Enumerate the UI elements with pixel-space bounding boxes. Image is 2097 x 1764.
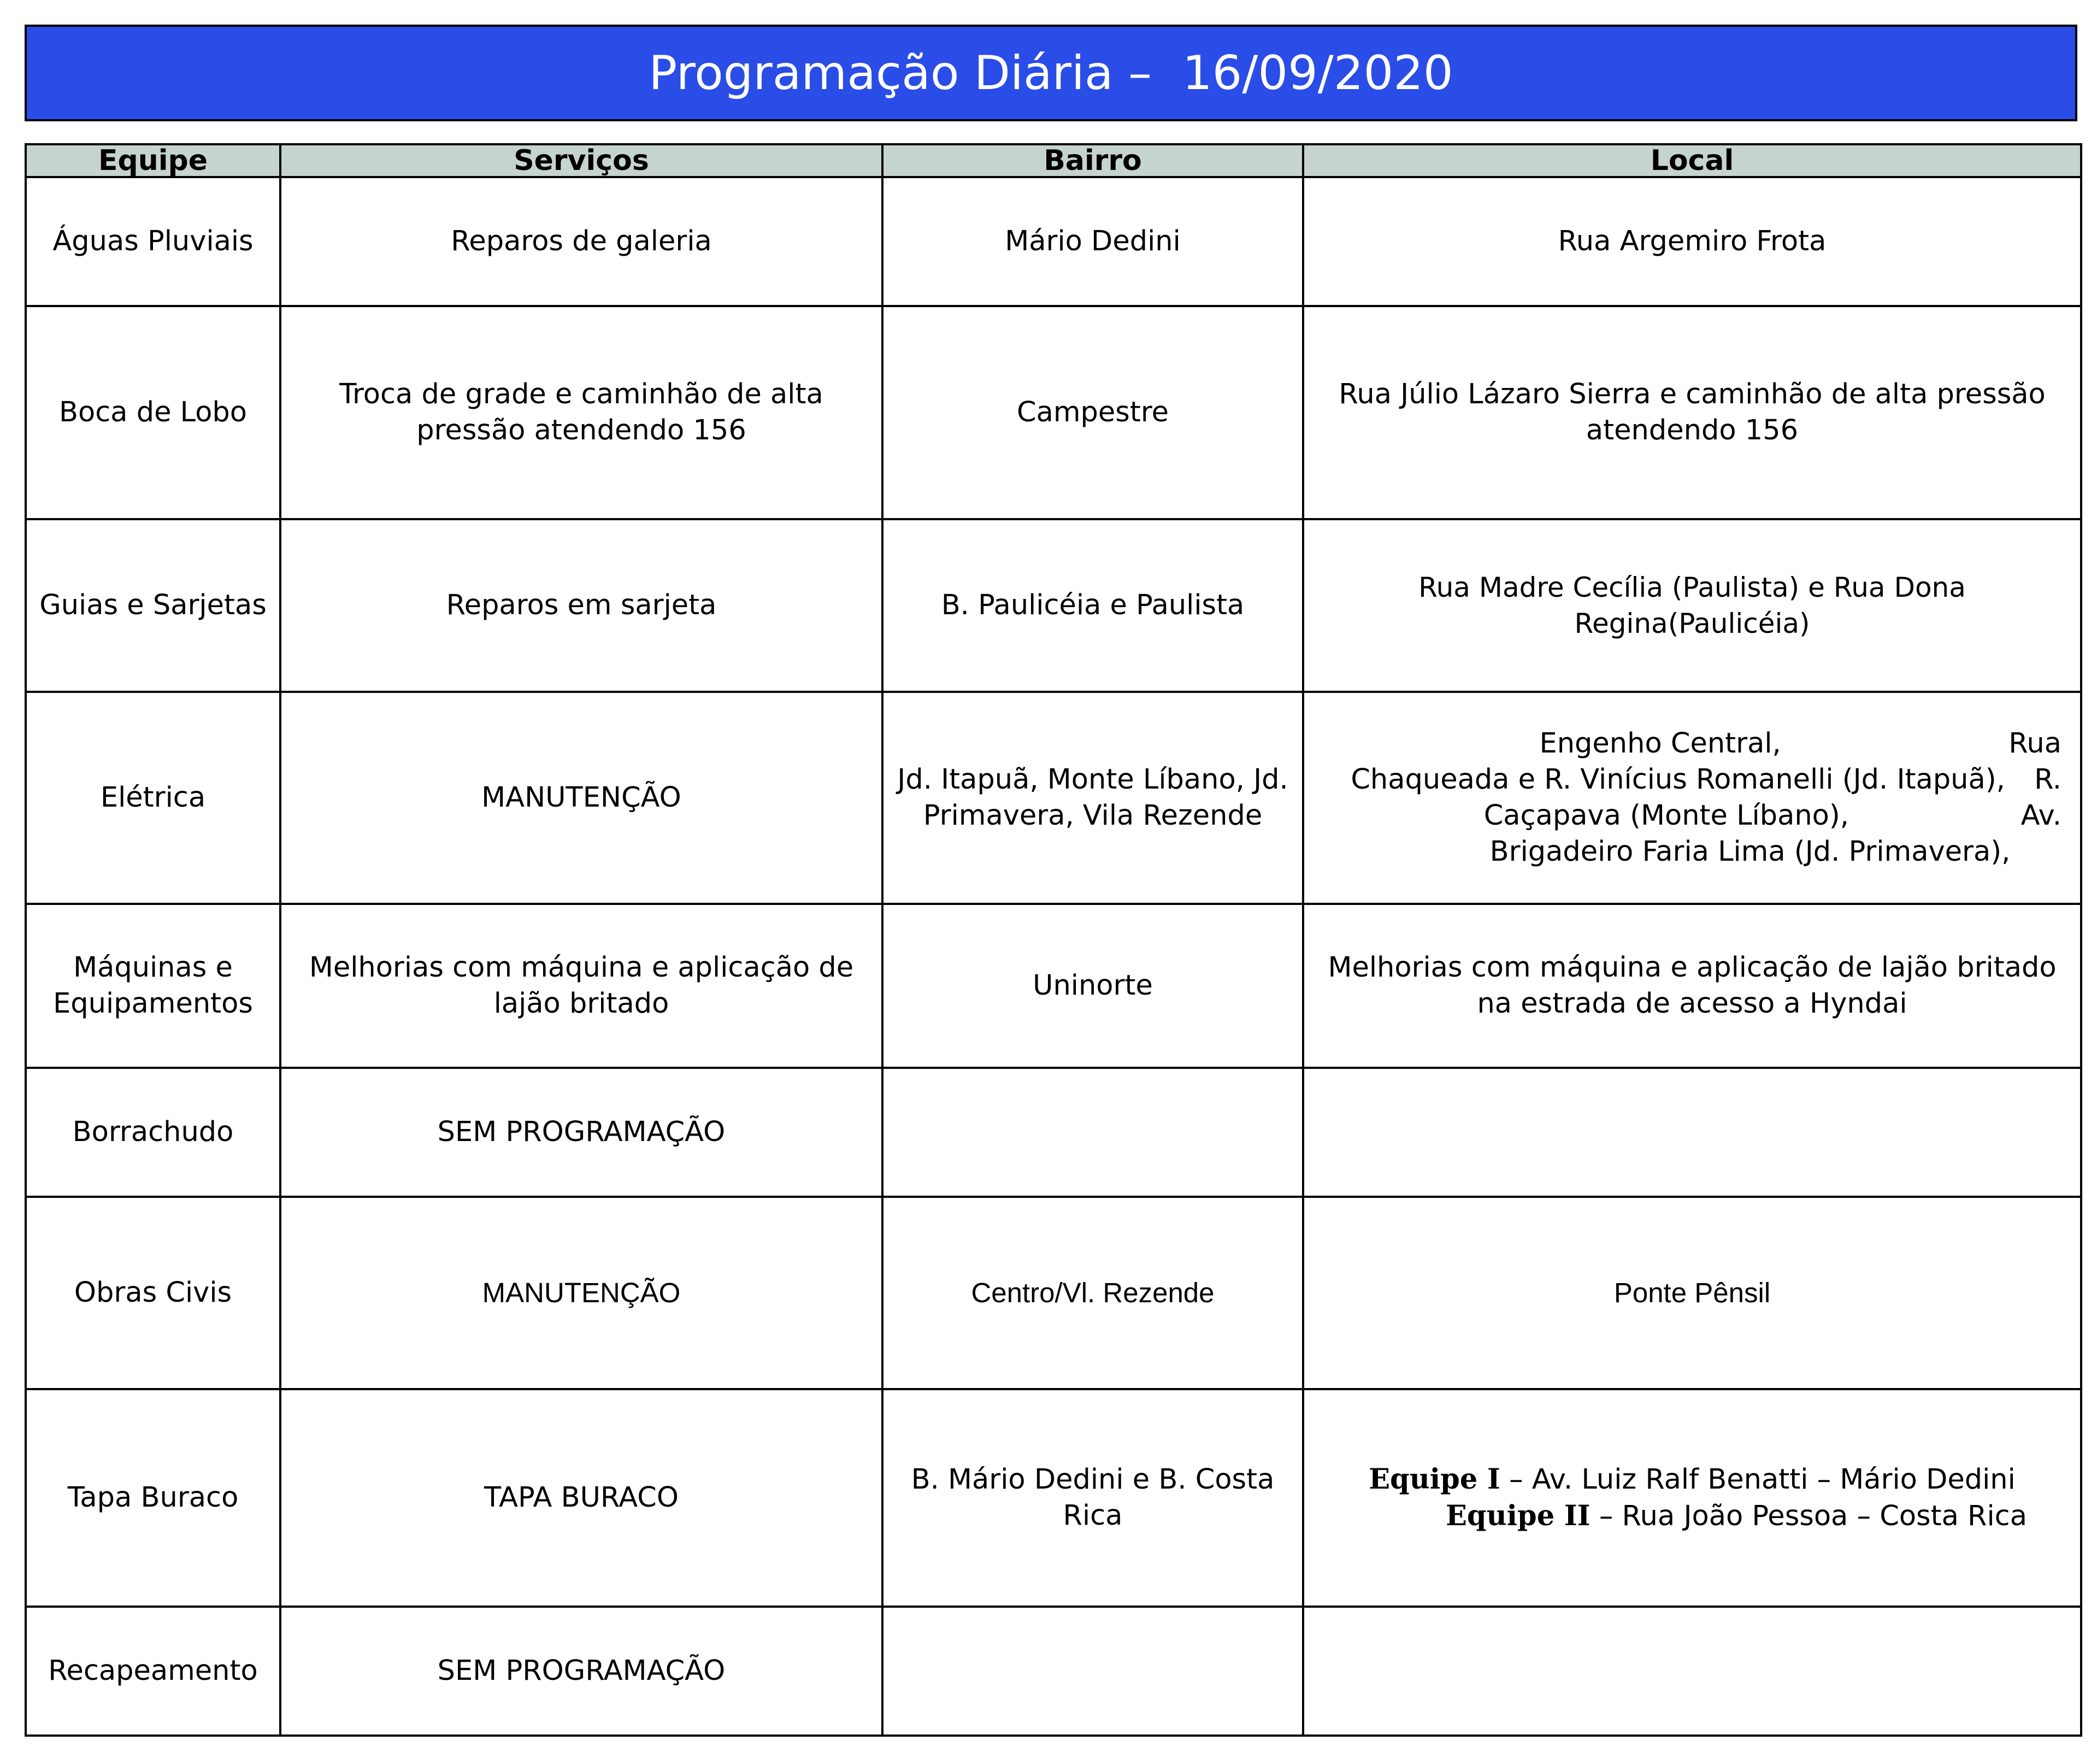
header-equipe: Equipe [26, 144, 280, 177]
local-line-text: Engenho Central, [1539, 727, 1781, 760]
cell-local [1303, 1607, 2081, 1736]
local-line-text: Chaqueada e R. Vinícius Romanelli (Jd. Itapuã), [1351, 763, 2005, 796]
local-line-right: Av. [2021, 799, 2061, 832]
cell-equipe: Obras Civis [26, 1197, 280, 1389]
local-line [1312, 762, 2072, 798]
cell-local [1303, 1389, 2081, 1607]
cell-bairro: Centro/Vl. Rezende [882, 1197, 1303, 1389]
cell-servicos: Troca de grade e caminhão de alta pressão atendendo 156 [280, 306, 882, 519]
cell-equipe: Borrachudo [26, 1068, 280, 1197]
cell-equipe: Tapa Buraco [26, 1389, 280, 1607]
table-row [26, 1607, 2081, 1736]
cell-servicos: SEM PROGRAMAÇÃO [280, 1068, 882, 1197]
cell-bairro [882, 1607, 1303, 1736]
table-row [26, 306, 2081, 519]
title-date: 16/09/2020 [1182, 45, 1453, 101]
header-local: Local [1303, 144, 2081, 177]
cell-servicos: MANUTENÇÃO [280, 1197, 882, 1389]
page-title [25, 25, 2077, 121]
table-row [26, 1389, 2081, 1607]
local-line-right: R. [2034, 763, 2061, 796]
cell-servicos: Reparos em sarjeta [280, 519, 882, 692]
cell-servicos: SEM PROGRAMAÇÃO [280, 1607, 882, 1736]
cell-servicos: MANUTENÇÃO [280, 692, 882, 904]
table-header-row [26, 144, 2081, 177]
team-line [1312, 1498, 2072, 1534]
cell-local: Melhorias com máquina e aplicação de lajão britado na estrada de acesso a Hyndai [1303, 904, 2081, 1068]
cell-bairro: Jd. Itapuã, Monte Líbano, Jd. Primavera, Vila Rezende [882, 692, 1303, 904]
cell-local [1303, 1068, 2081, 1197]
cell-equipe: Boca de Lobo [26, 306, 280, 519]
cell-servicos: Reparos de galeria [280, 177, 882, 306]
cell-servicos: Melhorias com máquina e aplicação de lajão britado [280, 904, 882, 1068]
local-line-text: Brigadeiro Faria Lima (Jd. Primavera), [1489, 836, 2011, 868]
cell-local: Rua Madre Cecília (Paulista) e Rua Dona Regina(Paulicéia) [1303, 519, 2081, 692]
local-line [1312, 798, 2072, 834]
cell-bairro: Uninorte [882, 904, 1303, 1068]
cell-local: Ponte Pênsil [1303, 1197, 2081, 1389]
cell-equipe: Recapeamento [26, 1607, 280, 1736]
table-row [26, 519, 2081, 692]
team-label: Equipe I [1369, 1463, 1500, 1496]
table-row [26, 692, 2081, 904]
header-servicos: Serviços [280, 144, 882, 177]
cell-servicos: TAPA BURACO [280, 1389, 882, 1607]
cell-equipe: Águas Pluviais [26, 177, 280, 306]
team-text: – Rua João Pessoa – Costa Rica [1590, 1500, 2027, 1532]
cell-local: Rua Argemiro Frota [1303, 177, 2081, 306]
cell-bairro: Mário Dedini [882, 177, 1303, 306]
title-text: Programação Diária – [649, 45, 1152, 101]
cell-bairro: Campestre [882, 306, 1303, 519]
local-line [1312, 726, 2072, 762]
table-row [26, 1197, 2081, 1389]
cell-bairro: B. Mário Dedini e B. Costa Rica [882, 1389, 1303, 1607]
team-label: Equipe II [1446, 1500, 1591, 1532]
table-row [26, 177, 2081, 306]
cell-equipe: Guias e Sarjetas [26, 519, 280, 692]
cell-equipe: Máquinas e Equipamentos [26, 904, 280, 1068]
cell-local [1303, 692, 2081, 904]
team-line [1312, 1461, 2072, 1498]
cell-bairro [882, 1068, 1303, 1197]
header-bairro: Bairro [882, 144, 1303, 177]
cell-local: Rua Júlio Lázaro Sierra e caminhão de alta pressão atendendo 156 [1303, 306, 2081, 519]
table-row [26, 904, 2081, 1068]
team-text: – Av. Luiz Ralf Benatti – Mário Dedini [1500, 1463, 2016, 1496]
cell-bairro: B. Paulicéia e Paulista [882, 519, 1303, 692]
local-line [1312, 834, 2072, 870]
local-line-right: Rua [2008, 727, 2061, 760]
schedule-table [25, 143, 2082, 1737]
local-line-text: Caçapava (Monte Líbano), [1483, 799, 1849, 832]
cell-equipe: Elétrica [26, 692, 280, 904]
table-row [26, 1068, 2081, 1197]
